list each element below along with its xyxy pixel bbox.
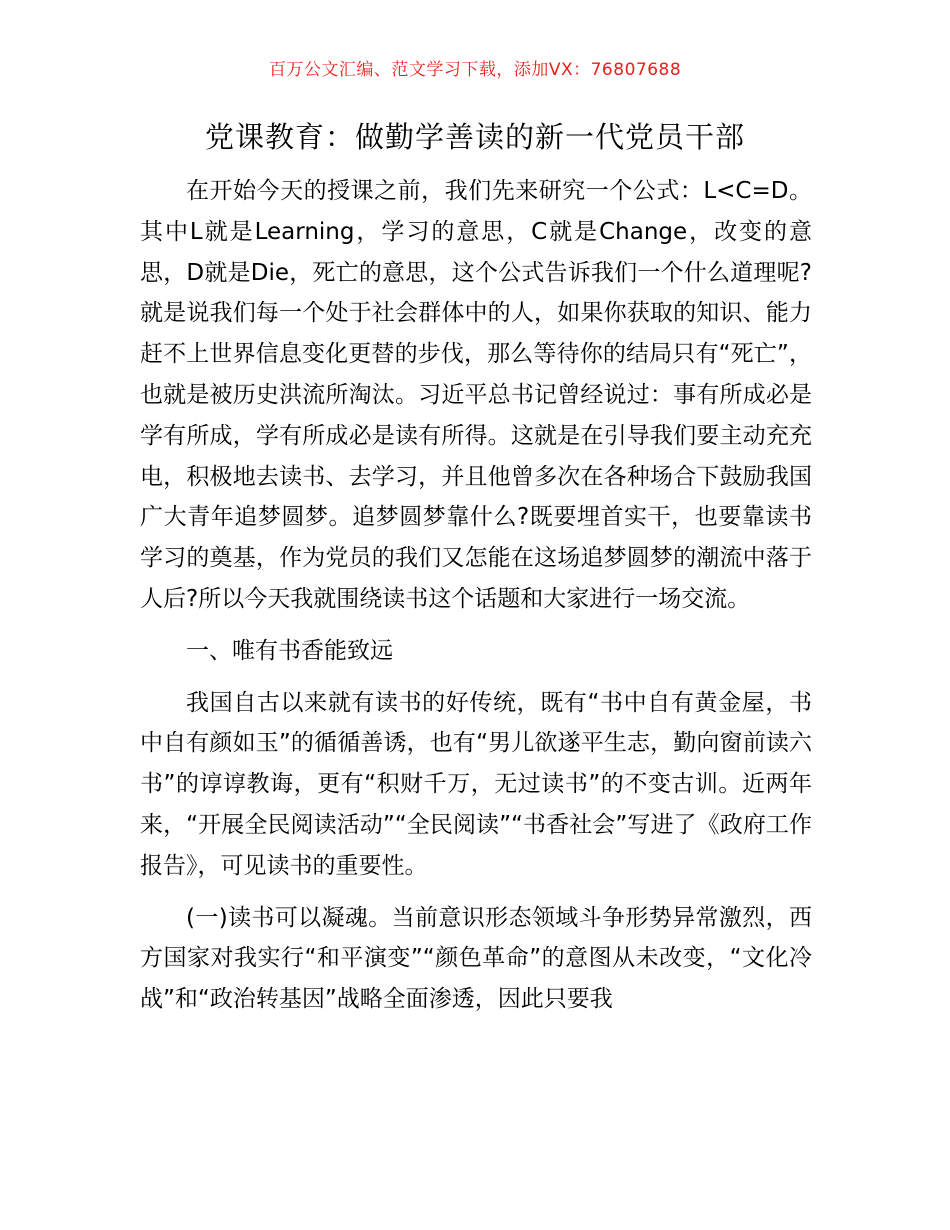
subsection-paragraph: (一)读书可以凝魂。当前意识形态领域斗争形势异常激烈，西方国家对我实行“和平演变”“颜色革命”的意图从未改变，“文化冷战”和“政治转基因”战略全面渗透，因此只要我 <box>140 904 812 1013</box>
section-paragraph: 我国自古以来就有读书的好传统，既有“书中自有黄金屋，书中自有颜如玉”的循循善诱，也有“男儿欲遂平生志，勤向窗前读六书”的谆谆教诲，更有“积财千万，无过读书”的不变古训。近两年来，“开展全民阅读活动”“全民阅读”“书香社会”写进了《政府工作报告》，可见读书的重要性。 <box>140 689 812 879</box>
header-watermark-note: 百万公文汇编、范文学习下载，添加VX：76807688 <box>268 60 682 80</box>
section-heading: 一、唯有书香能致远 <box>186 637 393 664</box>
document-body <box>140 171 812 1020</box>
intro-paragraph: 在开始今天的授课之前，我们先来研究一个公式：L<C=D。其中L就是Learning，学习的意思，C就是Change，改变的意思，D就是Die，死亡的意思，这个公式告诉我们一个什么道理呢?就是说我们每一个处于社会群体中的人，如果你获取的知识、能力赶不上世界信息变化更替的步伐，那么等待你的结局只有“死亡”，也就是被历史洪流所淘汰。习近平总书记曾经说过：事有所成必是学有所成，学有所成必是读有所得。这就是在引导我们要主动充充电，积极地去读书、去学习，并且他曾多次在各种场合下鼓励我国广大青年追梦圆梦。追梦圆梦靠什么?既要埋首实干，也要靠读书学习的奠基，作为党员的我们又怎能在这场追梦圆梦的潮流中落于人后?所以今天我就围绕读书这个话题和大家进行一场交流。 <box>140 178 812 612</box>
document-title: 党课教育：做勤学善读的新一代党员干部 <box>204 120 745 154</box>
